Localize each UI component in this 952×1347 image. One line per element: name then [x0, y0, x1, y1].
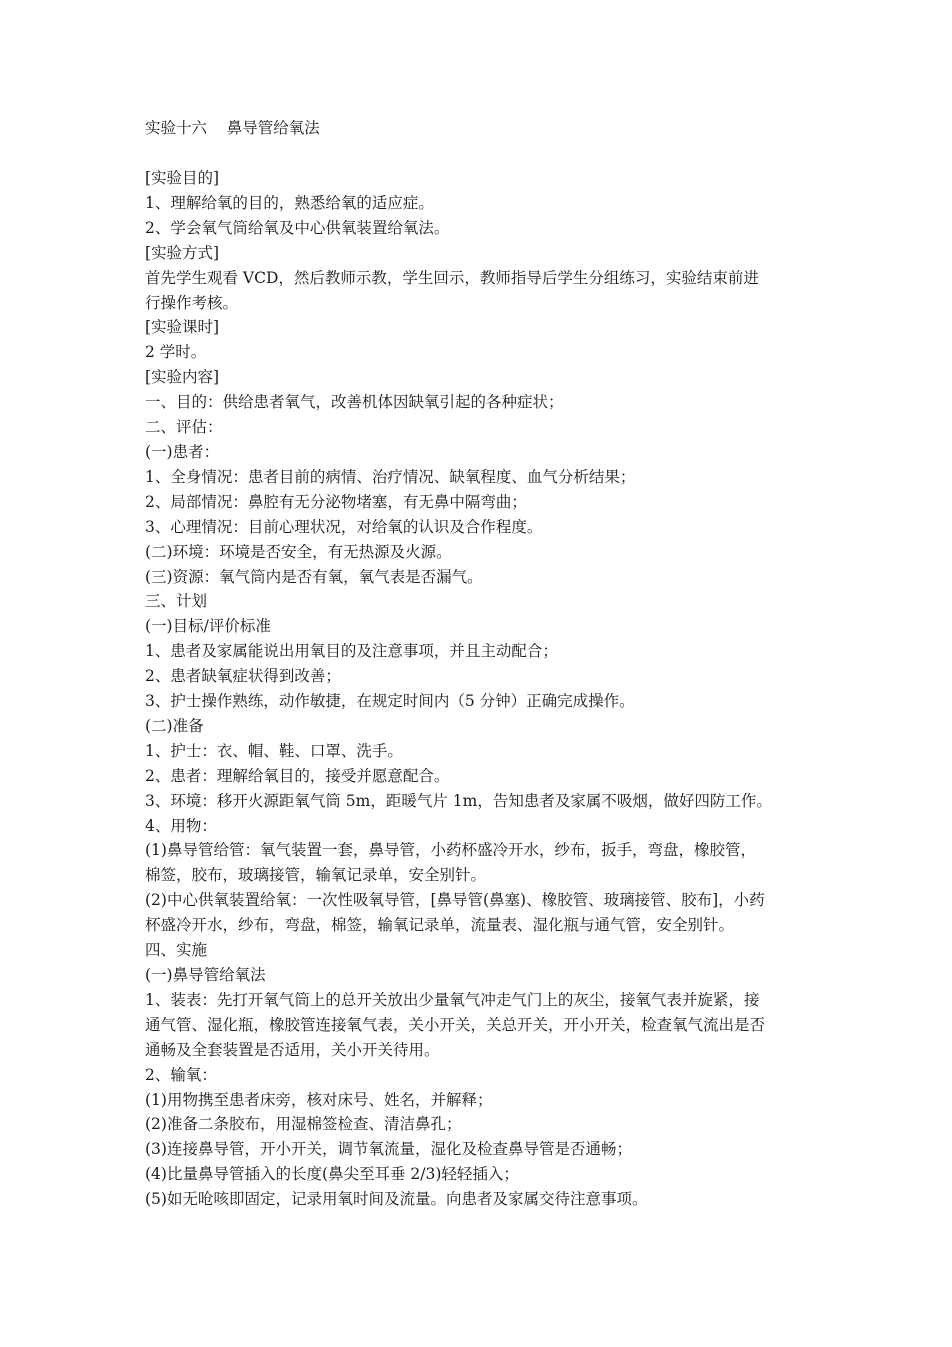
text-line: 3、心理情况：目前心理状况，对给氧的认识及合作程度。 — [145, 517, 543, 536]
document-page — [145, 116, 815, 1212]
text-line: 通畅及全套装置是否适用，关小开关待用。 — [145, 1040, 440, 1059]
text-line: [实验方式] — [145, 243, 220, 262]
document-title: 实验十六 鼻导管给氧法 — [145, 119, 320, 137]
text-line: (二)准备 — [145, 716, 204, 735]
text-line: 2、局部情况：鼻腔有无分泌物堵塞，有无鼻中隔弯曲； — [145, 492, 527, 511]
text-line: 2、患者缺氧症状得到改善； — [145, 667, 341, 686]
text-line: 1、装表：先打开氧气筒上的总开关放出少量氧气冲走气门上的灰尘，接氧气表并旋紧，接 — [145, 990, 760, 1009]
text-line: 1、全身情况：患者目前的病情、治疗情况、缺氧程度、血气分析结果； — [145, 467, 636, 486]
text-line: (4)比量鼻导管插入的长度(鼻尖至耳垂 2/3)轻轻插入； — [145, 1165, 519, 1184]
text-line: (一)目标/评价标准 — [145, 617, 271, 636]
text-line: (三)资源：氧气筒内是否有氧，氧气表是否漏气。 — [145, 567, 483, 586]
text-line: 四、实施 — [145, 941, 208, 960]
text-line: 棉签，胶布，玻璃接管，输氧记录单，安全别针。 — [145, 866, 487, 885]
text-line: (一)鼻导管给氧法 — [145, 966, 266, 984]
text-line: 行操作考核。 — [145, 293, 239, 312]
text-line: [实验目的] — [145, 169, 220, 187]
text-line: (2)准备二条胶布，用湿棉签检查、清洁鼻孔； — [145, 1115, 462, 1134]
text-line: (5)如无呛咳即固定，记录用氧时间及流量。向患者及家属交待注意事项。 — [145, 1190, 648, 1209]
text-line: 3、护士操作熟练，动作敏捷，在规定时间内（5 分钟）正确完成操作。 — [145, 692, 635, 711]
text-line: (1)用物携至患者床旁，核对床号、姓名，并解释； — [145, 1090, 493, 1109]
text-line: 2 学时。 — [145, 343, 207, 362]
text-line: 通气管、湿化瓶，橡胶管连接氧气表，关小开关，关总开关，开小开关，检查氧气流出是否 — [145, 1015, 766, 1034]
text-line: 3、环境：移开火源距氧气筒 5m，距暖气片 1m，告知患者及家属不吸烟，做好四防工作。 — [145, 791, 772, 810]
text-line: 杯盛冷开水，纱布，弯盘，棉签，输氧记录单，流量表、湿化瓶与通气管，安全别针。 — [145, 916, 735, 935]
text-line: 2、学会氧气筒给氧及中心供氧装置给氧法。 — [145, 218, 450, 237]
document-body — [145, 166, 815, 1212]
text-line: 二、评估： — [145, 418, 223, 437]
text-line: (二)环境：环境是否安全，有无热源及火源。 — [145, 542, 452, 561]
text-line: 2、输氧： — [145, 1065, 217, 1084]
text-line: 1、理解给氧的目的，熟悉给氧的适应症。 — [145, 193, 434, 212]
text-line: 2、患者：理解给氧目的，接受并愿意配合。 — [145, 766, 450, 785]
text-line: (3)连接鼻导管，开小开关，调节氧流量，湿化及检查鼻导管是否通畅； — [145, 1140, 632, 1159]
text-line: 1、患者及家属能说出用氧目的及注意事项，并且主动配合； — [145, 642, 558, 661]
text-line: (一)患者： — [145, 442, 220, 461]
text-line: (1)鼻导管给管：氧气装置一套，鼻导管，小药杯盛冷开水，纱布，扳手，弯盘，橡胶管， — [145, 841, 756, 860]
text-line: 4、用物： — [145, 816, 217, 835]
text-line: (2)中心供氧装置给氧：一次性吸氧导管，[鼻导管(鼻塞)、橡胶管、玻璃接管、胶布]，小药 — [145, 891, 765, 910]
text-line: 首先学生观看 VCD，然后教师示教，学生回示，教师指导后学生分组练习，实验结束前进 — [145, 268, 759, 287]
text-line: 三、计划 — [145, 592, 208, 611]
text-line: [实验内容] — [145, 368, 220, 387]
text-line: [实验课时] — [145, 318, 220, 337]
text-line: 一、目的：供给患者氧气，改善机体因缺氧引起的各种症状； — [145, 393, 564, 412]
text-line: 1、护士：衣、帽、鞋、口罩、洗手。 — [145, 741, 403, 760]
